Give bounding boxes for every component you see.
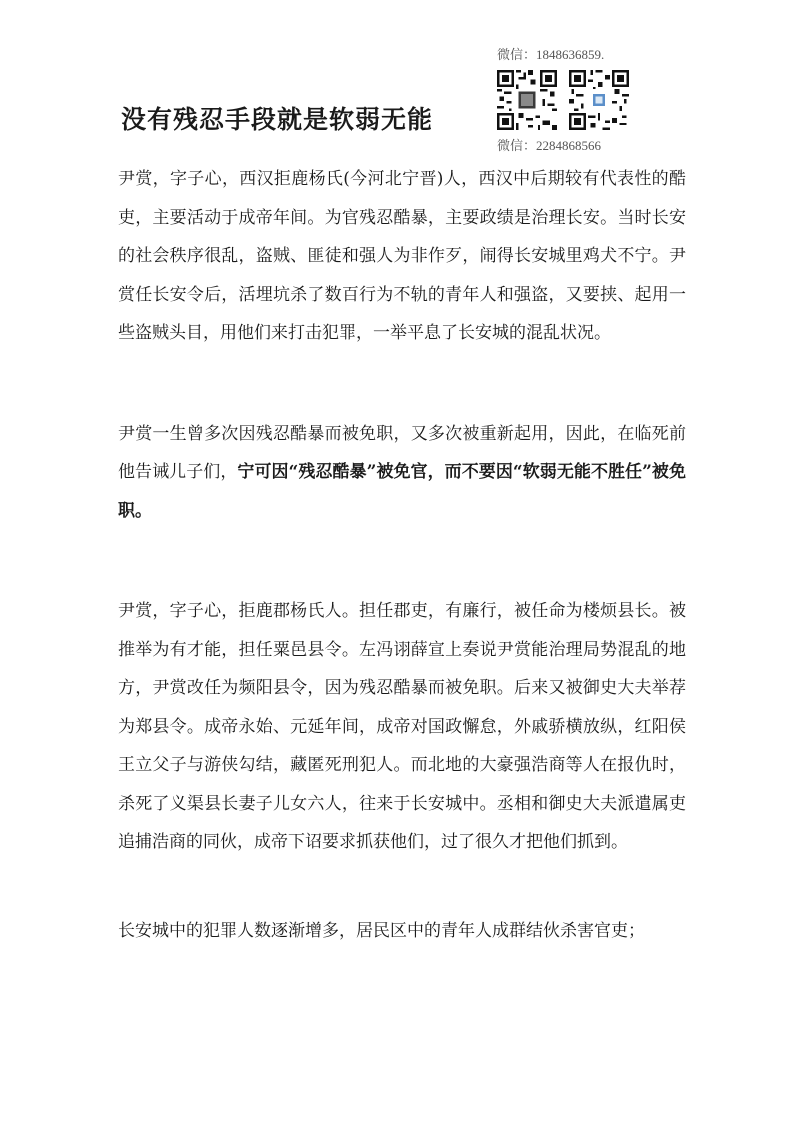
paragraph-advice	[118, 415, 686, 531]
advice-text: 尹赏一生曾多次因残忍酷暴而被免职，又多次被重新起用，因此，在临死前他告诫儿子们，	[118, 423, 686, 482]
paragraph-gap	[118, 353, 686, 415]
paragraph-crime: 长安城中的犯罪人数逐渐增多，居民区中的青年人成群结伙杀害官吏；	[118, 920, 645, 941]
article-body	[118, 160, 686, 950]
paragraph-gap	[118, 530, 686, 592]
paragraph-gap	[118, 862, 686, 912]
paragraph-biography: 尹赏，字子心，拒鹿郡杨氏人。担任郡吏，有廉行，被任命为楼烦县长。被推举为有才能，担任粟邑县令。左冯诩薛宣上奏说尹赏能治理局势混乱的地方，尹赏改任为频阳县令，因为残忍酷暴而被免职。后来又被御史大夫举荐为郑县令。成帝永始、元延年间，成帝对国政懈怠，外戚骄横放纵，红阳侯王立父子与游侠勾结，藏匿死刑犯人。而北地的大豪强浩商等人在报仇时，杀死了义渠县长妻子儿女六人，往来于长安城中。丞相和御史大夫派遣属吏追捕浩商的同伙，成帝下诏要求抓获他们，过了很久才把他们抓到。	[118, 601, 686, 852]
page-title: 没有残忍手段就是软弱无能	[121, 105, 434, 134]
paragraph-intro: 尹赏，字子心，西汉拒鹿杨氏(今河北宁晋)人，西汉中后期较有代表性的酷吏，主要活动于成帝年间。为官残忍酷暴，主要政绩是治理长安。当时长安的社会秩序很乱，盗贼、匪徒和强人为非作歹，闹得长安城里鸡犬不宁。尹赏任长安令后，活埋坑杀了数百行为不轨的青年人和强盗，又要挟、起用一些盗贼头目，用他们来打击犯罪，一举平息了长安城的混乱状况。	[118, 169, 686, 343]
qr-code-icon	[497, 70, 557, 130]
advice-quote: 宁可因“残忍酷暴”被免官，而不要因“软弱无能不胜任”被免职。	[118, 462, 686, 521]
wechat-contact-bottom: 微信：2284868566	[497, 138, 602, 153]
wechat-contact-top: 微信：1848636859.	[497, 47, 605, 62]
qr-code-icon	[569, 70, 629, 130]
